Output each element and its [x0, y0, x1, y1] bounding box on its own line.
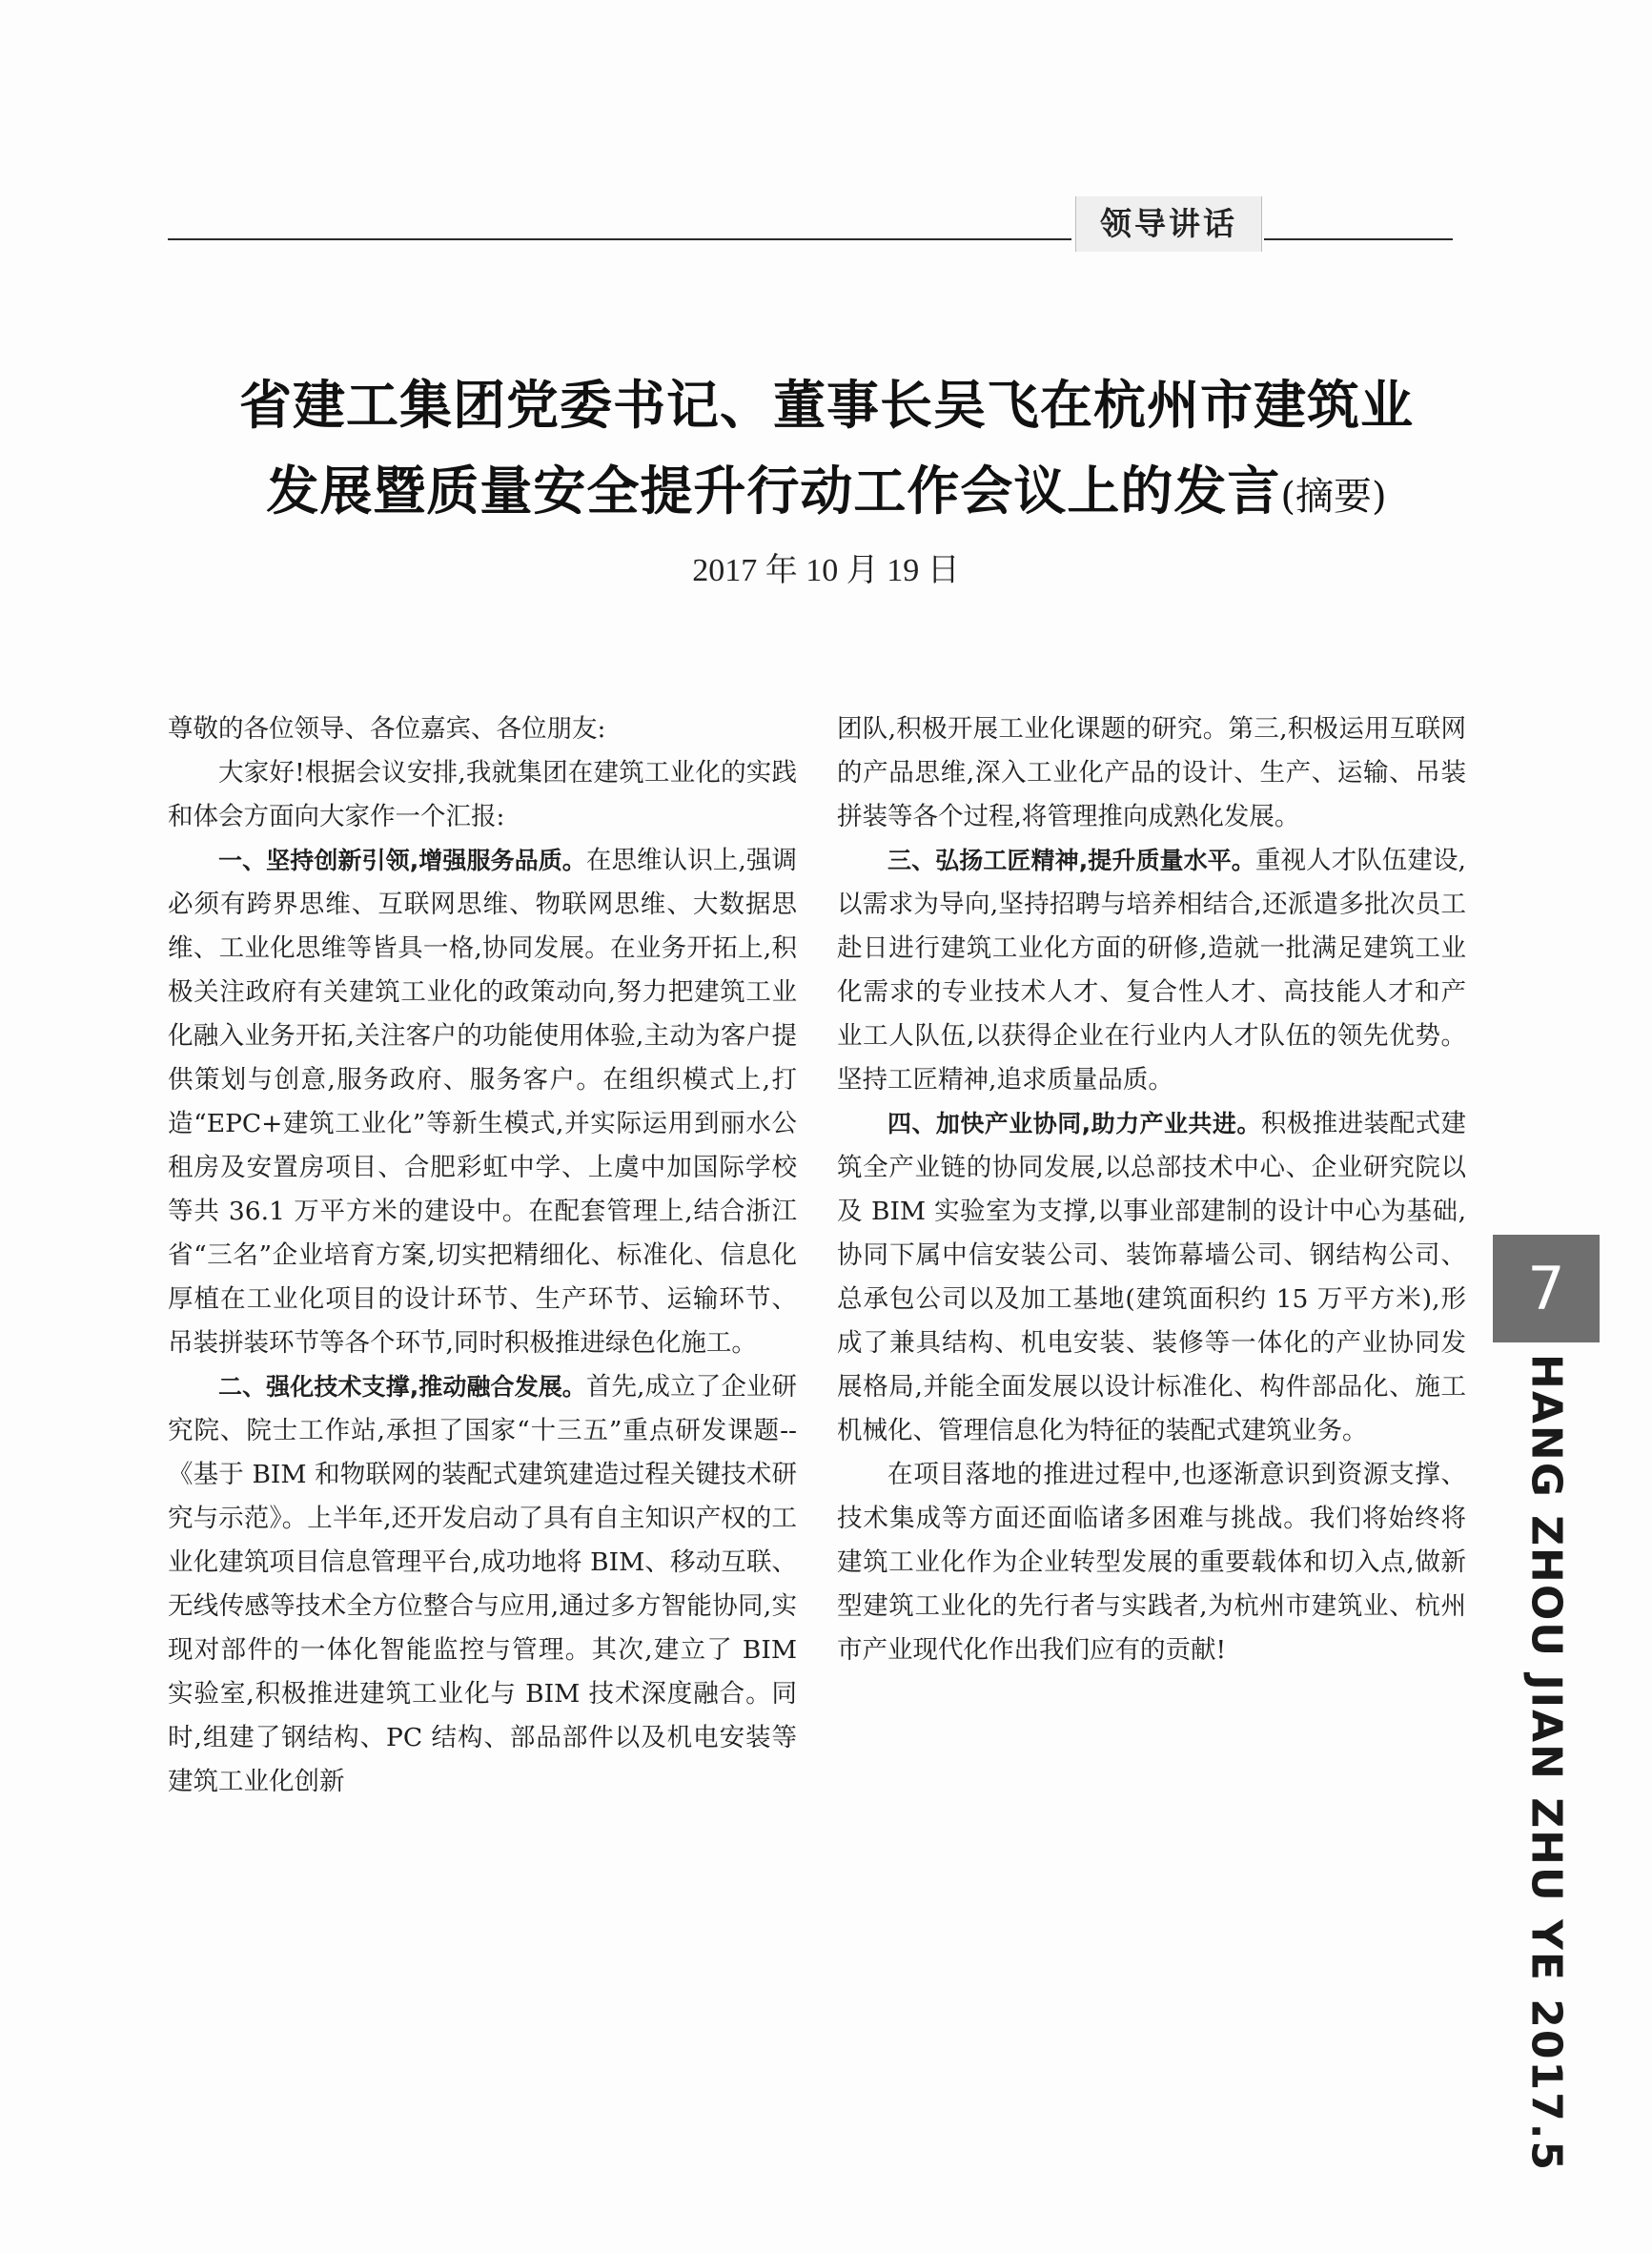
body-column-left: [168, 707, 797, 1804]
title-line-2: [153, 448, 1500, 540]
header-rule-left: [168, 238, 1071, 240]
closing-paragraph: 在项目落地的推进过程中,也逐渐意识到资源支撑、技术集成等方面还面临诸多困难与挑战。我们将始终将建筑工业化作为企业转型发展的重要载体和切入点,做新型建筑工业化的先行者与实践者,为杭州市建筑业、杭州市产业现代化作出我们应有的贡献!: [837, 1460, 1466, 1665]
section-1-paragraph: [168, 839, 797, 1365]
section-2-text: 首先,成立了企业研究院、院士工作站,承担了国家“十三五”重点研发课题--《基于 BIM 和物联网的装配式建筑建造过程关键技术研究与示范》。上半年,还开发启动了具有自主知识产权的工业化建筑项目信息管理平台,成功地将 BIM、移动互联、无线传感等技术全方位整合与应用,通过多方智能协同,实现对部件的一体化智能监控与管理。其次,建立了 BIM 实验室,积极推进建筑工业化与 BIM 技术深度融合。同时,组建了钢结构、PC 结构、部品部件以及机电安装等建筑工业化创新: [168, 1372, 797, 1796]
journal-issue-text: HANG ZHOU JIAN ZHU YE 2017.5: [1521, 1354, 1571, 2173]
section-1-text: 在思维认识上,强调必须有跨界思维、互联网思维、物联网思维、大数据思维、工业化思维等皆具一格,协同发展。在业务开拓上,积极关注政府有关建筑工业化的政策动向,努力把建筑工业化融入业务开拓,关注客户的功能使用体验,主动为客户提供策划与创意,服务政府、服务客户。在组织模式上,打造“EPC+建筑工业化”等新生模式,并实际运用到丽水公租房及安置房项目、合肥彩虹中学、上虞中加国际学校等共 36.1 万平方米的建设中。在配套管理上,结合浙江省“三名”企业培育方案,切实把精细化、标准化、信息化厚植在工业化项目的设计环节、生产环节、运输环节、吊装拼装环节等各个环节,同时积极推进绿色化施工。: [168, 846, 797, 1358]
body-column-right: [837, 707, 1466, 1672]
greeting-paragraph: 尊敬的各位领导、各位嘉宾、各位朋友:: [168, 714, 606, 744]
section-1-heading: 一、坚持创新引领,增强服务品质。: [218, 847, 586, 874]
header-rule-right: [1264, 238, 1453, 240]
section-label: 领导讲话: [1075, 196, 1262, 252]
section-3-paragraph: [837, 839, 1466, 1102]
title-abstract-note: (摘要): [1280, 475, 1387, 519]
section-4-paragraph: [837, 1102, 1466, 1453]
section-3-heading: 三、弘扬工匠精神,提升质量水平。: [887, 847, 1255, 874]
article-title: [153, 362, 1500, 540]
title-line-1: 省建工集团党委书记、董事长吴飞在杭州市建筑业: [238, 374, 1414, 436]
section-2-paragraph: [168, 1365, 797, 1804]
section-4-heading: 四、加快产业协同,助力产业共进。: [887, 1110, 1261, 1137]
section-2-heading: 二、强化技术支撑,推动融合发展。: [218, 1373, 586, 1401]
article-date: 2017 年 10 月 19 日: [692, 553, 960, 588]
journal-issue-label: [1493, 1354, 1600, 2173]
section-2-continued: 团队,积极开展工业化课题的研究。第三,积极运用互联网的产品思维,深入工业化产品的设计、生产、运输、吊装拼装等各个过程,将管理推向成熟化发展。: [837, 714, 1466, 831]
section-4-text: 积极推进装配式建筑全产业链的协同发展,以总部技术中心、企业研究院以及 BIM 实验室为支撑,以事业部建制的设计中心为基础,协同下属中信安装公司、装饰幕墙公司、钢结构公司、总承包公司以及加工基地(建筑面积约 15 万平方米),形成了兼具结构、机电安装、装修等一体化的产业协同发展格局,并能全面发展以设计标准化、构件部品化、施工机械化、管理信息化为特征的装配式建筑业务。: [837, 1109, 1467, 1445]
intro-paragraph: 大家好!根据会议安排,我就集团在建筑工业化的实践和体会方面向大家作一个汇报:: [168, 758, 797, 831]
title-line-2-main: 发展暨质量安全提升行动工作会议上的发言: [266, 460, 1281, 522]
page-number-tab: 7: [1493, 1235, 1600, 1342]
section-3-text: 重视人才队伍建设,以需求为导向,坚持招聘与培养相结合,还派遣多批次员工赴日进行建筑工业化方面的研修,造就一批满足建筑工业化需求的专业技术人才、复合性人才、高技能人才和产业工人队伍,以获得企业在行业内人才队伍的领先优势。坚持工匠精神,追求质量品质。: [837, 846, 1466, 1095]
